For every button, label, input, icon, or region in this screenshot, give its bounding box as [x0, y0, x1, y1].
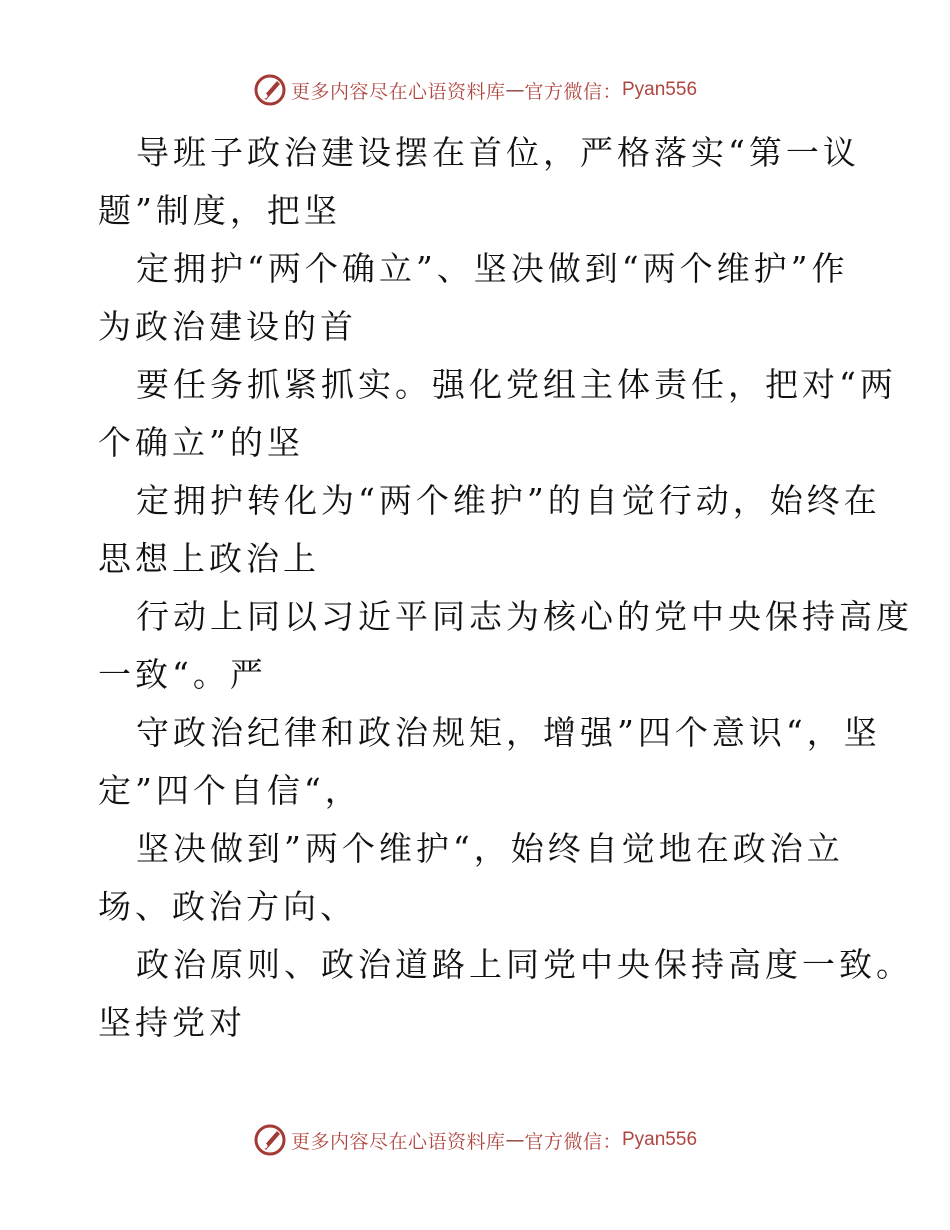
banner-separator: —	[505, 1129, 525, 1151]
paragraph-line: 定拥护“两个确立”、坚决做到“两个维护”作	[136, 249, 849, 288]
paragraph-line: 坚决做到”两个维护“，始终自觉地在政治立	[136, 829, 844, 868]
paragraph	[98, 240, 868, 356]
header-banner	[0, 70, 950, 110]
paragraph-line: 定”四个自信“，	[98, 771, 362, 810]
paragraph-line: 题”制度，把坚	[98, 191, 341, 230]
paragraph	[98, 936, 913, 1052]
banner-wechat-handle: Pyan556	[622, 1129, 698, 1150]
paragraph-line: 导班子政治建设摆在首位，严格落实“第一议	[136, 133, 860, 172]
paragraph-line: 守政治纪律和政治规矩，增强”四个意识“，坚	[136, 713, 881, 752]
paragraph	[98, 820, 868, 936]
paragraph-line: 坚持党对	[98, 1003, 246, 1042]
banner-title: 更多内容尽在心语资料库	[290, 1130, 506, 1153]
paragraph-line: 思想上政治上	[98, 539, 320, 578]
paragraph-line: 定拥护转化为“两个维护”的自觉行动，始终在	[136, 481, 881, 520]
paragraph-line: 个确立”的坚	[98, 423, 304, 462]
banner-separator: —	[505, 79, 525, 101]
pen-logo-icon	[253, 73, 287, 107]
banner-wechat-handle: Pyan556	[622, 79, 698, 100]
paragraph-line: 场、政治方向、	[98, 887, 357, 926]
paragraph	[98, 472, 881, 588]
paragraph-line: 行动上同以习近平同志为核心的党中央保持高度	[136, 597, 913, 636]
paragraph	[98, 124, 868, 240]
paragraph	[98, 704, 881, 820]
paragraph-line: 为政治建设的首	[98, 307, 357, 346]
banner-contact-label: 官方微信：	[524, 80, 622, 103]
pen-logo-icon	[253, 1123, 287, 1157]
paragraph-line: 政治原则、政治道路上同党中央保持高度一致。	[136, 945, 913, 984]
paragraph	[98, 588, 913, 704]
banner-contact-label: 官方微信：	[524, 1130, 622, 1153]
banner-title: 更多内容尽在心语资料库	[290, 80, 506, 103]
paragraph	[98, 356, 897, 472]
document-body	[98, 124, 913, 1052]
paragraph-line: 一致“。严	[98, 655, 267, 694]
paragraph-line: 要任务抓紧抓实。强化党组主体责任，把对“两	[136, 365, 897, 404]
footer-banner	[0, 1120, 950, 1160]
